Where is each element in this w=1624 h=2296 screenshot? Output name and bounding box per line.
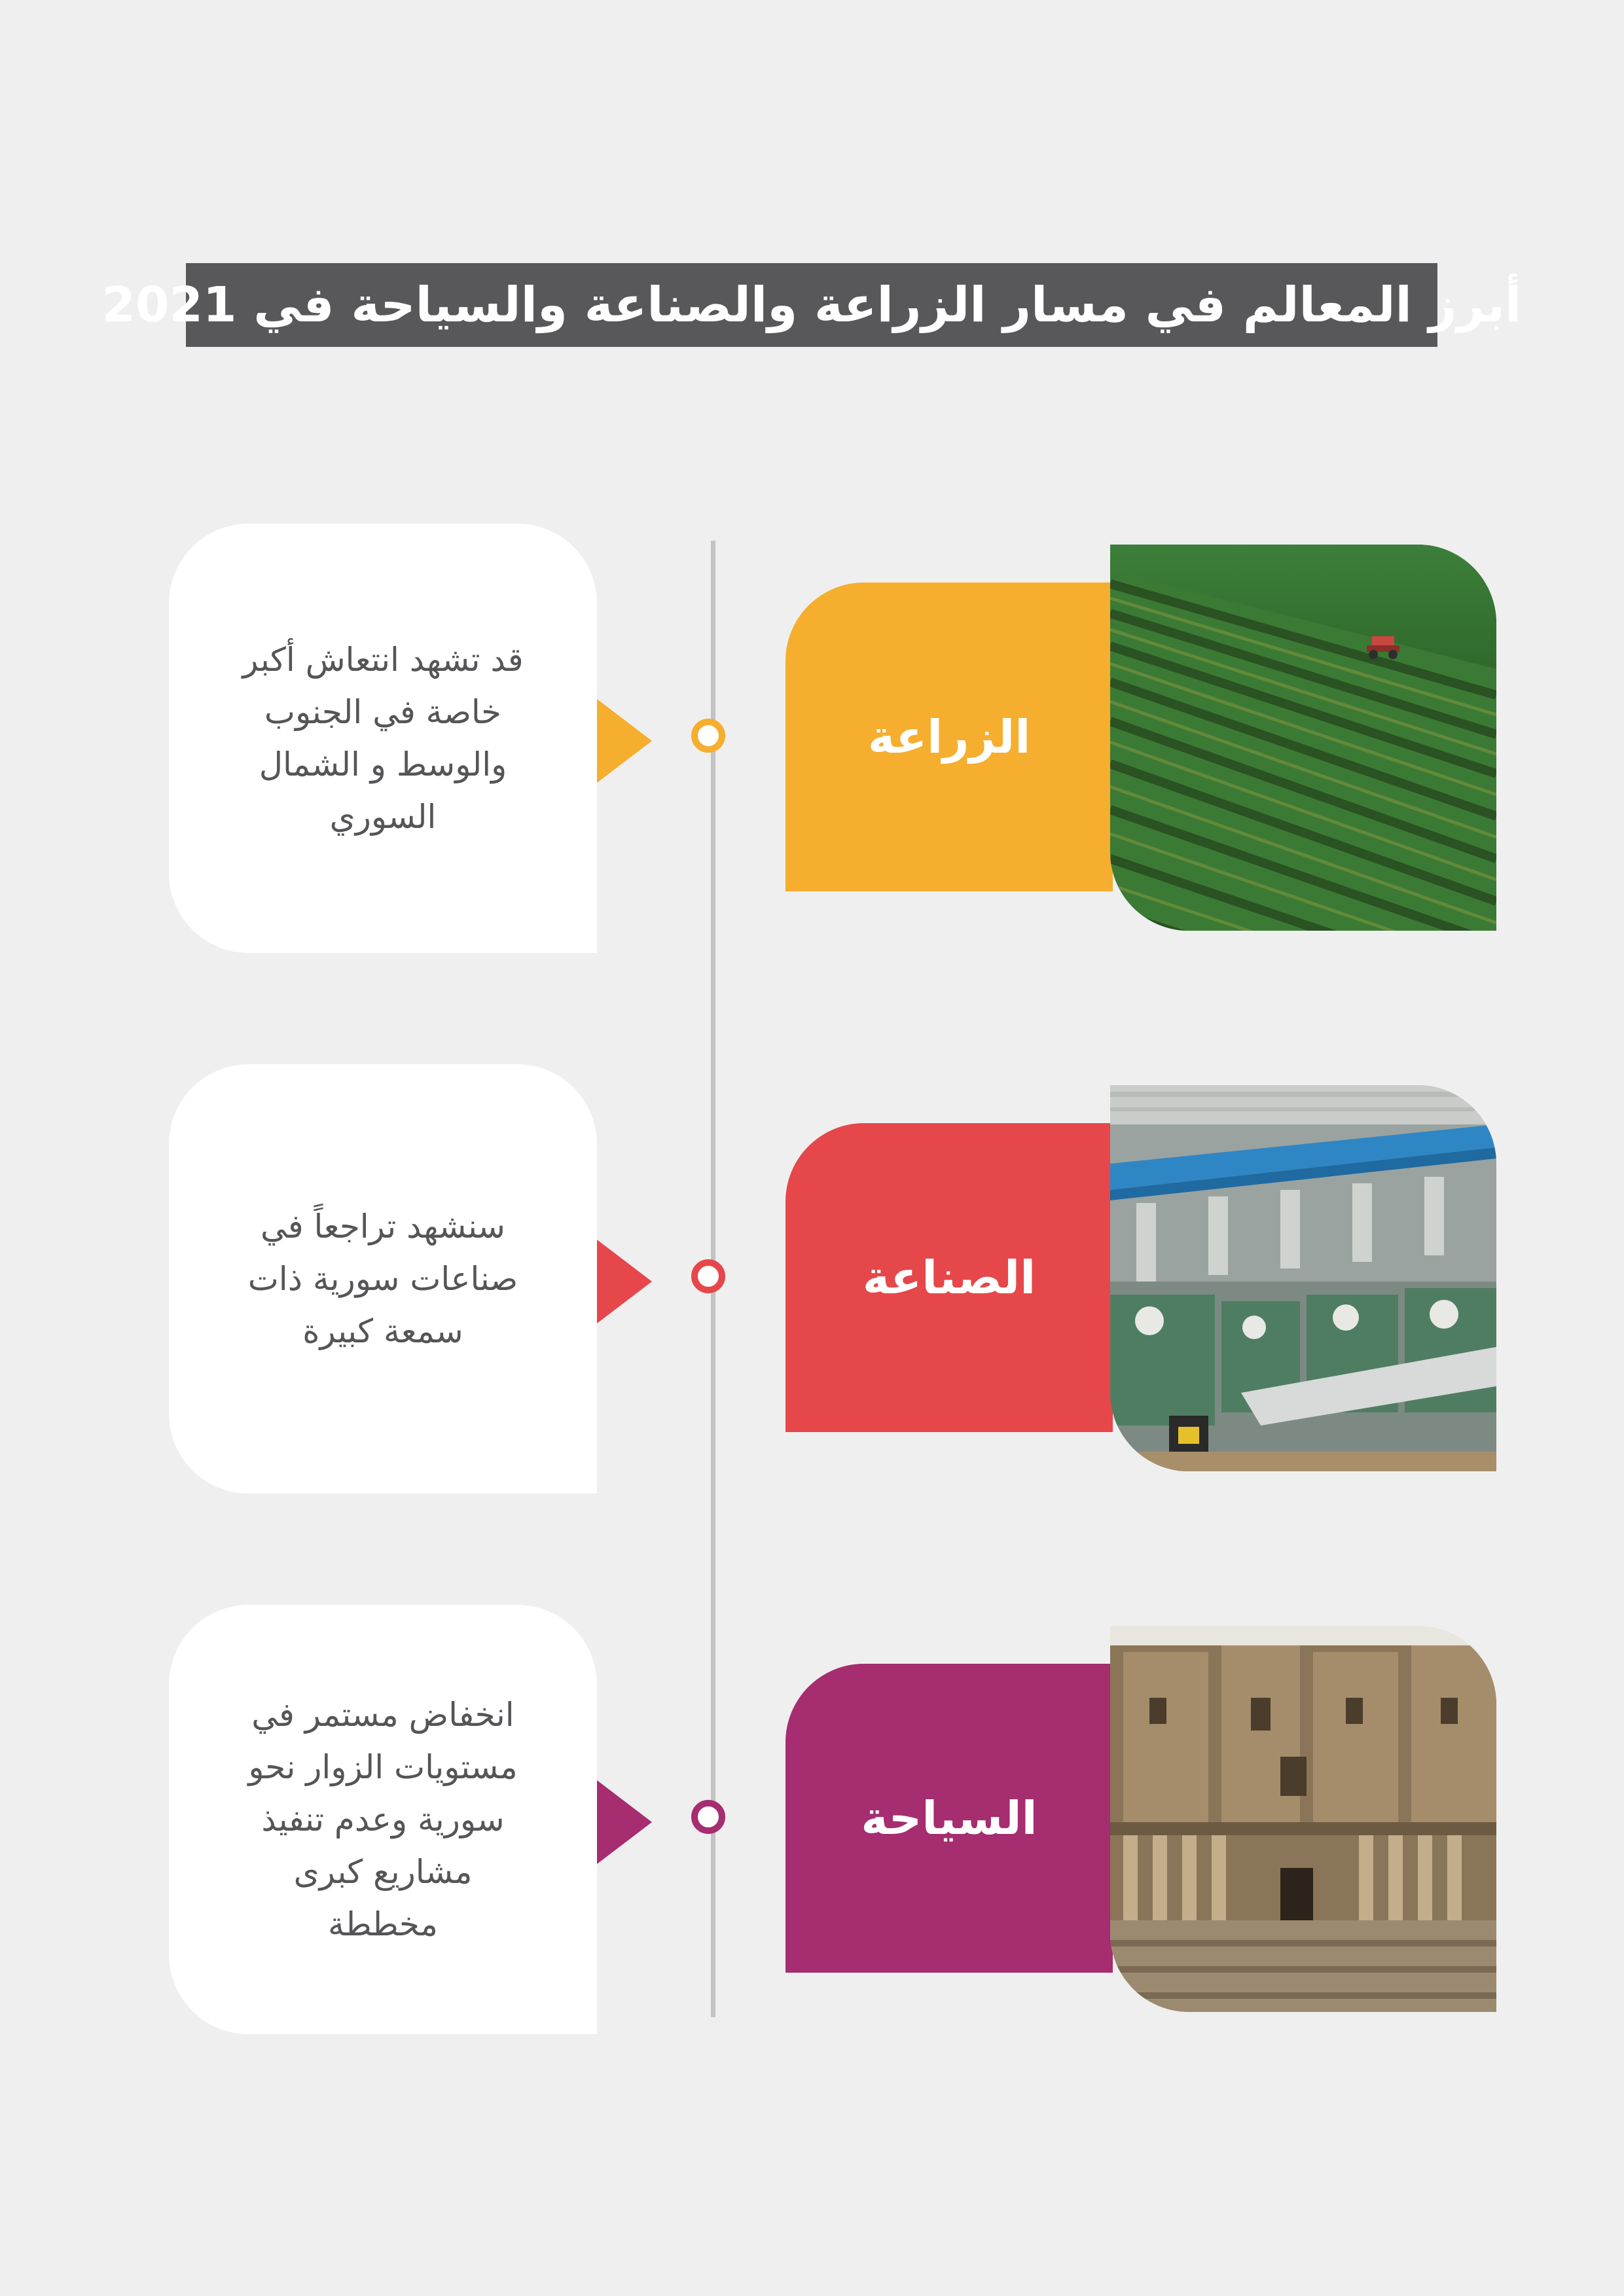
- textile-factory-photo: [1110, 1085, 1496, 1471]
- timeline-dot: [691, 1259, 725, 1293]
- pointer-arrow-icon: [597, 1780, 652, 1864]
- description-text: سنشهد تراجعاً في صناعات سورية ذات سمعة كبيرة: [247, 1208, 518, 1350]
- description-card: [169, 524, 597, 953]
- timeline-item-industry: [0, 1064, 1624, 1496]
- agricultural-field-photo: [1110, 545, 1496, 931]
- page-title: أبرز المعالم في مسار الزراعة والصناعة والسياحة في 2021: [186, 263, 1437, 347]
- timeline-item-agriculture: [0, 524, 1624, 956]
- timeline-dot: [691, 719, 725, 753]
- pointer-arrow-icon: [597, 699, 652, 783]
- description-card: [169, 1605, 597, 2034]
- timeline-dot: [691, 1800, 725, 1834]
- category-label: الزراعة: [785, 583, 1113, 891]
- category-label: الصناعة: [785, 1123, 1113, 1432]
- pointer-arrow-icon: [597, 1240, 652, 1323]
- category-label: السياحة: [785, 1664, 1113, 1973]
- description-text: قد تشهد انتعاش أكبر خاصة في الجنوب والوسط و الشمال السوري: [242, 641, 524, 836]
- description-text: انخفاض مستمر في مستويات الزوار نحو سورية وعدم تنفيذ مشاريع كبرى مخططة: [248, 1696, 518, 1943]
- bosra-theatre-photo: [1110, 1626, 1496, 2012]
- timeline-item-tourism: [0, 1605, 1624, 2037]
- description-card: [169, 1064, 597, 1494]
